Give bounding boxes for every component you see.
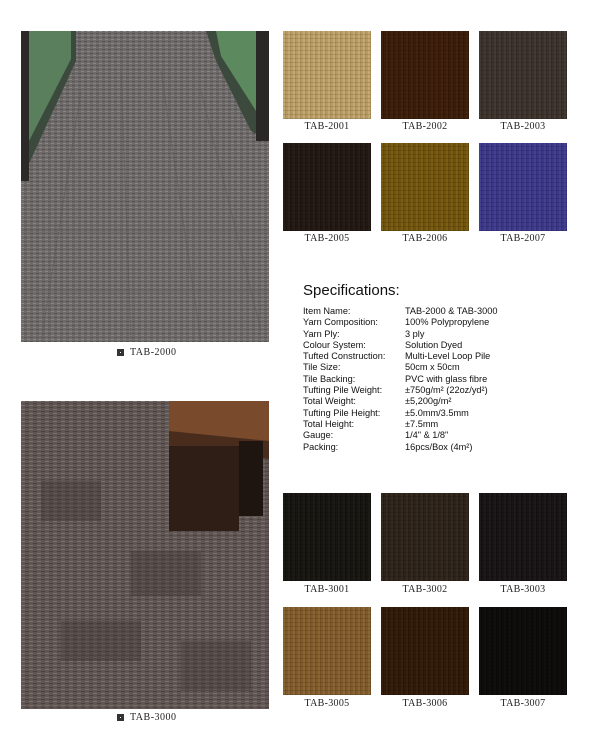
spec-value: ±5.0mm/3.5mm — [405, 407, 469, 418]
swatch-tab-2003 — [479, 31, 567, 119]
spec-row — [303, 385, 497, 396]
spec-key: Colour System: — [303, 339, 366, 350]
spec-row — [303, 374, 497, 385]
spec-row — [303, 419, 497, 430]
swatch-label: TAB-2002 — [402, 121, 448, 132]
spec-row — [303, 442, 497, 453]
room-photo — [21, 401, 269, 709]
swatch-tab-3001 — [283, 493, 371, 581]
spec-key: Item Name: — [303, 306, 351, 316]
bullet-square-icon — [117, 349, 124, 356]
swatch-tab-3007 — [479, 607, 567, 695]
spec-key: Tufted Construction: — [303, 351, 386, 362]
spec-row — [303, 362, 497, 373]
swatch-label: TAB-3001 — [304, 584, 350, 595]
spec-key: Total Height: — [303, 418, 355, 429]
swatch-label: TAB-2003 — [500, 121, 546, 132]
swatch-label: TAB-2007 — [500, 233, 546, 244]
corridor-photo — [21, 31, 269, 342]
spec-value: Multi-Level Loop Pile — [405, 351, 491, 362]
spec-value: TAB-2000 & TAB-3000 — [405, 306, 498, 316]
swatch-tab-2006 — [381, 143, 469, 231]
bullet-square-icon — [117, 714, 124, 721]
spec-row — [303, 408, 497, 419]
spec-row — [303, 340, 497, 351]
spec-value: Solution Dyed — [405, 339, 463, 350]
spec-value: 1/4" & 1/8" — [405, 430, 449, 441]
spec-key: Packing: — [303, 441, 339, 452]
bottom-caption-text: TAB-3000 — [130, 712, 177, 723]
spec-key: Yarn Composition: — [303, 317, 378, 328]
spec-value: ±750g/m² (22oz/yd²) — [405, 385, 488, 396]
swatch-label: TAB-2005 — [304, 233, 350, 244]
spec-row — [303, 351, 497, 362]
swatch-label: TAB-3006 — [402, 698, 448, 709]
spec-key: Tufting Pile Height: — [303, 407, 381, 418]
specifications-table — [303, 306, 497, 453]
spec-value: PVC with glass fibre — [405, 373, 488, 384]
top-caption-text: TAB-2000 — [130, 347, 177, 358]
swatch-tab-2007 — [479, 143, 567, 231]
swatch-tab-2002 — [381, 31, 469, 119]
spec-key: Tile Size: — [303, 362, 341, 373]
bottom-photo-caption — [117, 712, 177, 723]
spec-row — [303, 396, 497, 407]
spec-key: Gauge: — [303, 430, 334, 441]
spec-key: Yarn Ply: — [303, 328, 340, 339]
spec-value: ±7.5mm — [405, 418, 439, 429]
swatch-tab-2005 — [283, 143, 371, 231]
spec-row — [303, 306, 497, 317]
spec-key: Tufting Pile Weight: — [303, 385, 383, 396]
spec-row — [303, 329, 497, 340]
swatch-tab-3006 — [381, 607, 469, 695]
swatch-label: TAB-2001 — [304, 121, 350, 132]
spec-key: Tile Backing: — [303, 373, 356, 384]
specifications-title: Specifications: — [303, 282, 400, 299]
swatch-label: TAB-3003 — [500, 584, 546, 595]
swatch-tab-3003 — [479, 493, 567, 581]
spec-value: ±5,200g/m² — [405, 396, 452, 407]
swatch-label: TAB-2006 — [402, 233, 448, 244]
spec-value: 100% Polypropylene — [405, 317, 490, 328]
top-photo-caption — [117, 347, 177, 358]
spec-value: 16pcs/Box (4m²) — [405, 441, 473, 452]
swatch-tab-3005 — [283, 607, 371, 695]
swatch-label: TAB-3002 — [402, 584, 448, 595]
swatch-tab-3002 — [381, 493, 469, 581]
spec-key: Total Weight: — [303, 396, 356, 407]
swatch-tab-2001 — [283, 31, 371, 119]
spec-row — [303, 317, 497, 328]
spec-value: 3 ply — [405, 328, 425, 339]
swatch-label: TAB-3007 — [500, 698, 546, 709]
spec-value: 50cm x 50cm — [405, 362, 460, 373]
swatch-label: TAB-3005 — [304, 698, 350, 709]
spec-row — [303, 430, 497, 441]
